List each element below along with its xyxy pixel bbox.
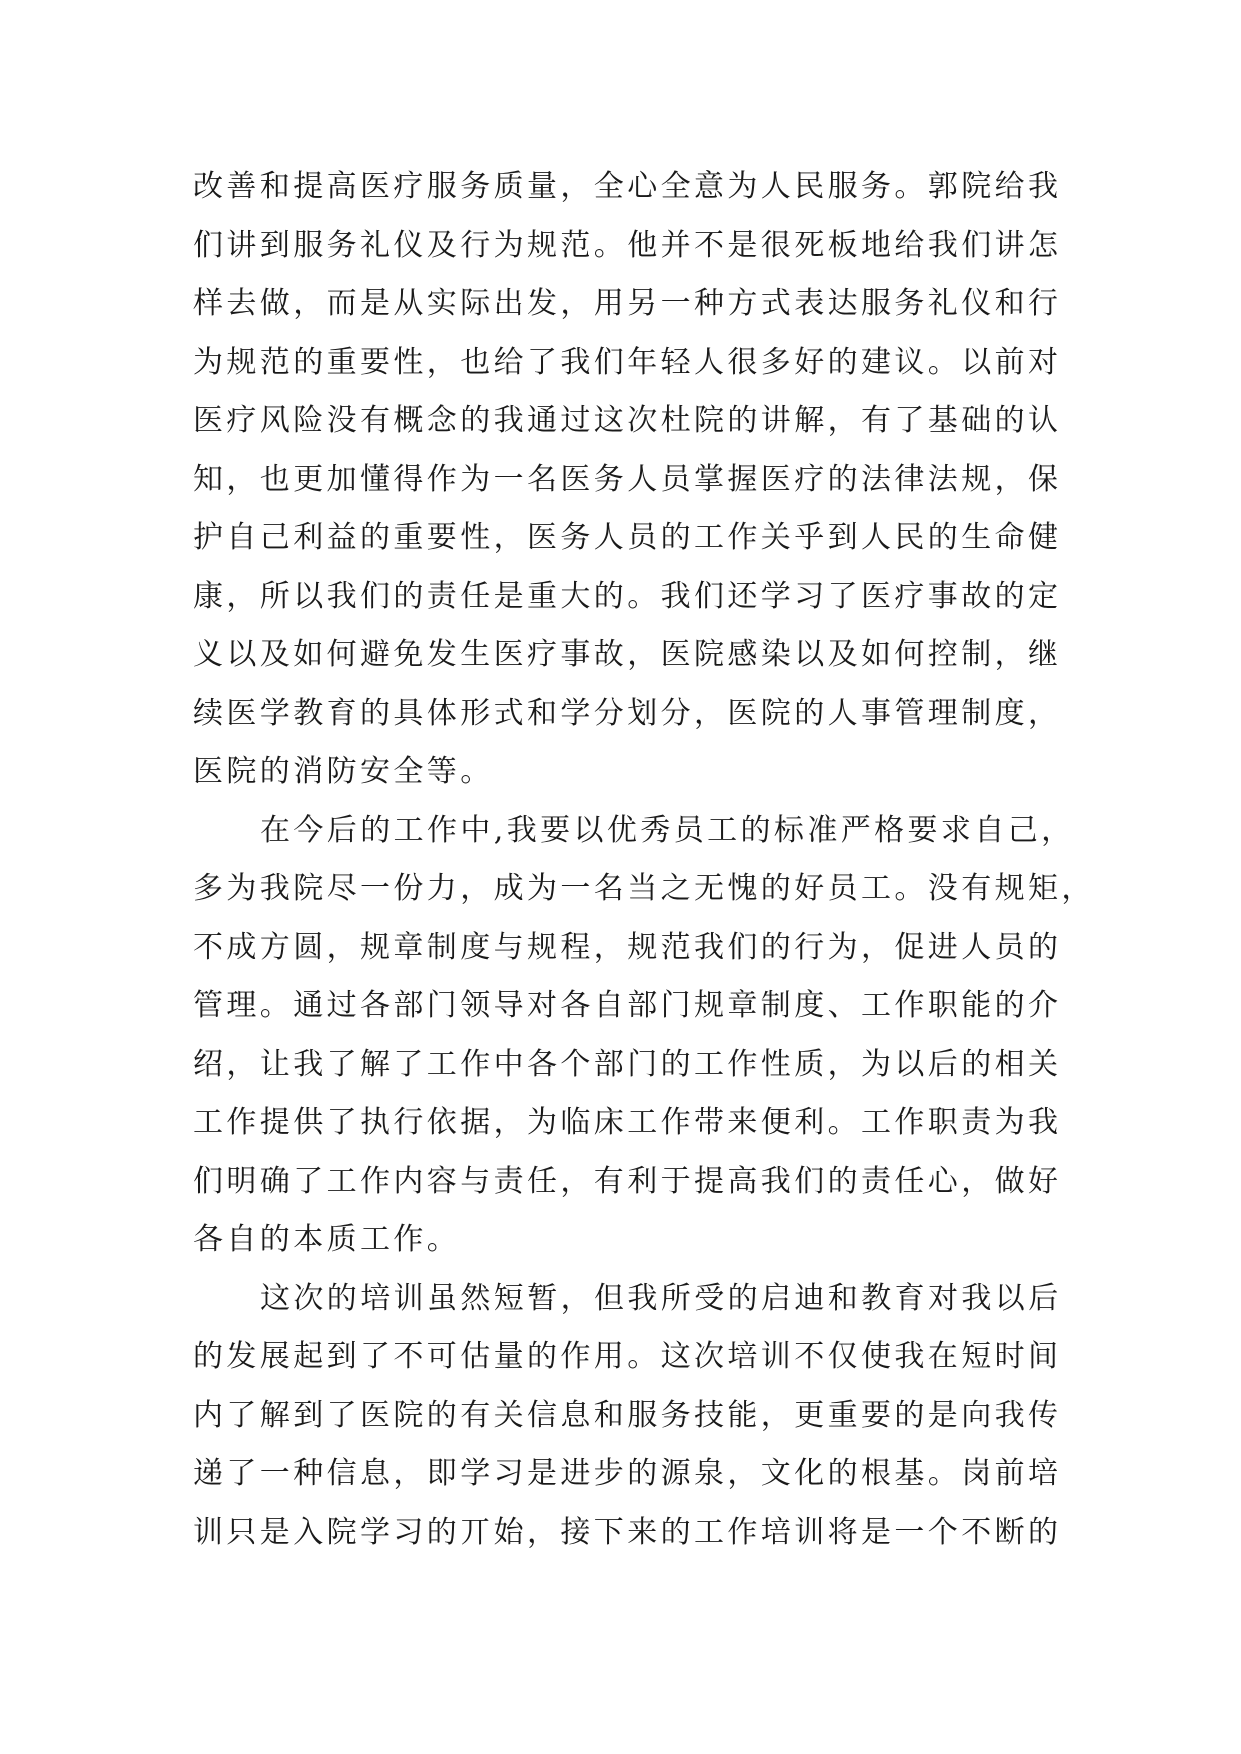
text-line: 内了解到了医院的有关信息和服务技能，更重要的是向我传 (193, 1397, 1062, 1433)
text-line: 续医学教育的具体形式和学分划分，医院的人事管理制度， (193, 695, 1062, 731)
paragraph-2 (193, 802, 1095, 1270)
text-line: 不成方圆，规章制度与规程，规范我们的行为，促进人员的 (193, 929, 1062, 965)
text-line: 护自己利益的重要性，医务人员的工作关乎到人民的生命健 (193, 520, 1062, 555)
text-line: 为规范的重要性，也给了我们年轻人很多好的建议。以前对 (193, 344, 1062, 380)
text-line: 样去做，而是从实际出发，用另一种方式表达服务礼仪和行 (193, 286, 1062, 321)
text-line: 义以及如何避免发生医疗事故，医院感染以及如何控制，继 (193, 637, 1062, 672)
text-line: 们讲到服务礼仪及行为规范。他并不是很死板地给我们讲怎 (193, 227, 1062, 263)
text-line: 管理。通过各部门领导对各自部门规章制度、工作职能的介 (193, 988, 1062, 1023)
text-line: 这次的培训虽然短暂，但我所受的启迪和教育对我以后 (260, 1280, 1062, 1316)
text-line: 绍，让我了解了工作中各个部门的工作性质，为以后的相关 (193, 1046, 1062, 1082)
text-line: 递了一种信息，即学习是进步的源泉，文化的根基。岗前培 (193, 1456, 1062, 1491)
text-line: 改善和提高医疗服务质量，全心全意为人民服务。郭院给我 (193, 169, 1062, 204)
text-line: 各自的本质工作。 (193, 1222, 461, 1257)
text-line: 的发展起到了不可估量的作用。这次培训不仅使我在短时间 (193, 1339, 1062, 1374)
text-line: 医疗风险没有概念的我通过这次杜院的讲解，有了基础的认 (193, 403, 1062, 438)
text-line: 们明确了工作内容与责任，有利于提高我们的责任心，做好 (193, 1163, 1062, 1199)
text-line: 在今后的工作中,我要以优秀员工的标准严格要求自己， (260, 812, 1075, 848)
paragraph-3 (193, 1270, 1073, 1563)
text-line: 训只是入院学习的丌始，接下来的工作培训将是一个不断的 (193, 1514, 1062, 1550)
paragraph-1 (193, 158, 1073, 802)
text-line: 医院的消防安全等。 (193, 754, 494, 789)
text-line: 多为我院尽一份力，成为一名当之无愧的好员工。没有规矩， (193, 871, 1095, 906)
text-line: 工作提供了执行依据，为临床工作带来便利。工作职责为我 (193, 1105, 1062, 1140)
text-line: 知，也更加懂得作为一名医务人员掌握医疗的法律法规，保 (193, 461, 1062, 497)
document-page (193, 158, 1095, 1562)
text-line: 康，所以我们的责任是重大的。我们还学习了医疗事故的定 (193, 578, 1062, 614)
